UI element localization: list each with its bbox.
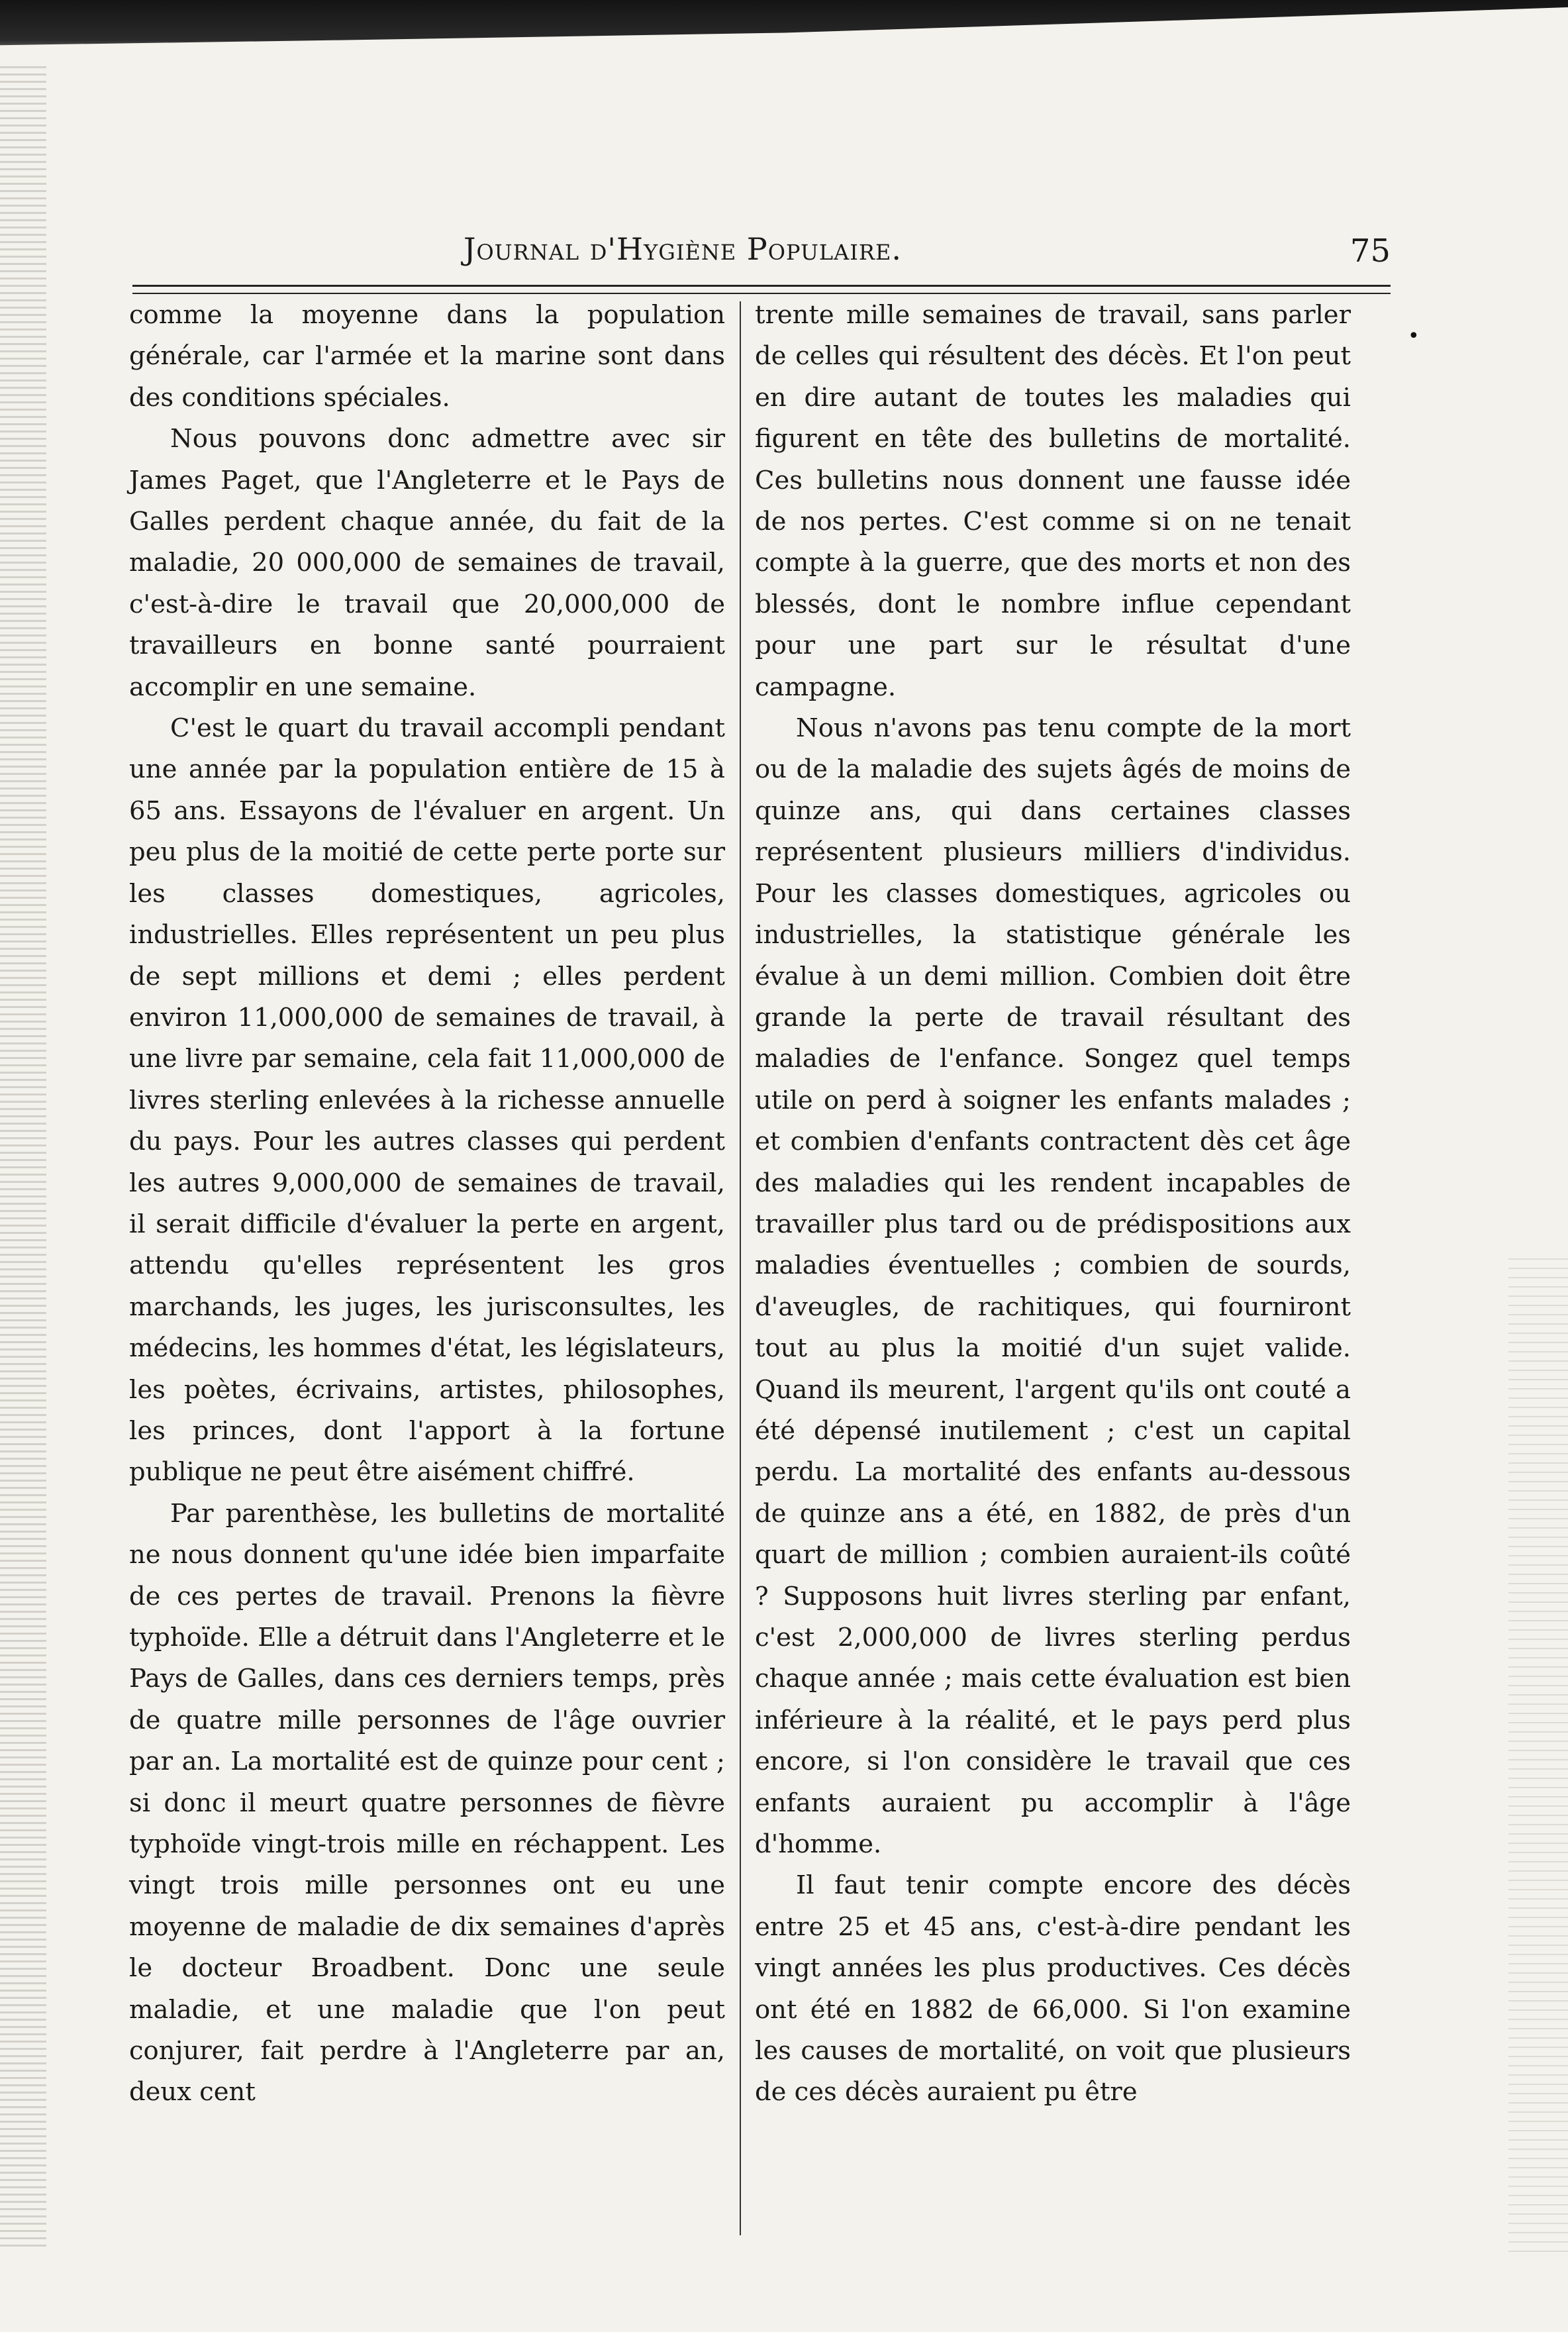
scan-border-left [0,66,46,2252]
paragraph: Nous pouvons donc admettre avec sir James Paget, que l'Angleterre et le Pays de Galles perdent chaque année, du fait de la maladie, 20 000,000 de semaines de travail, c'est-à-dire le travail que 20,000,000 de travailleurs en bonne santé pourraient accomplir en une semaine. [129,424,725,702]
header-rule [132,285,1391,287]
paragraph: Nous n'avons pas tenu compte de la mort ou de la maladie des sujets âgés de moins de quinze ans, qui dans certaines classes représentent plusieurs milliers d'individus. Pour les classes domestiques, agricoles ou industrielles, la statistique générale les évalue à un demi million. Combien doit être grande la perte de travail résultant des maladies de l'enfance. Songez quel temps utile on perd à soigner les enfants malades ; et combien d'enfants contractent dès cet âge des maladies qui les rendent incapables de travailler plus tard ou de prédispositions aux maladies éventuelles ; combien de sourds, d'aveugles, de rachitiques, qui fourniront tout au plus la moitié d'un sujet valide. Quand ils meurent, l'argent qu'ils ont couté a été dépensé inutilement ; c'est un capital perdu. La mortalité des enfants au-dessous de quinze ans a été, en 1882, de près d'un quart de million ; combien auraient-ils coûté ? Supposons huit livres sterling par enfant, c'est 2,000,000 de livres sterling perdus chaque année ; mais cette évaluation est bien inférieure à la réalité, et le pays perd plus encore, si l'on considère le travail que ces enfants auraient pu accomplir à l'âge d'homme. [755,713,1351,1860]
scan-border-top [0,0,1568,73]
paragraph: trente mille semaines de travail, sans parler de celles qui résultent des décès. Et l'on peut en dire autant de toutes les maladies qui figurent en tête des bulletins de mortalité. Ces bulletins nous donnent une fausse idée de nos pertes. C'est comme si on ne tenait compte à la guerre, que des morts et non des blessés, dont le nombre influe cependant pour une part sur le résultat d'une campagne. [755,300,1351,702]
right-column [755,295,1351,2113]
paragraph: Par parenthèse, les bulletins de mortalité ne nous donnent qu'une idée bien imparfaite de ces pertes de travail. Prenons la fièvre typhoïde. Elle a détruit dans l'Angleterre et le Pays de Galles, dans ces derniers temps, près de quatre mille personnes de l'âge ouvrier par an. La mortalité est de quinze pour cent ; si donc il meurt quatre personnes de fièvre typhoïde vingt-trois mille en réchappent. Les vingt trois mille personnes ont eu une moyenne de maladie de dix semaines d'après le docteur Broadbent. Donc une seule maladie, et une maladie que l'on peut conjurer, fait perdre à l'Angleterre par an, deux cent [129,1498,725,2107]
page-number: 75 [1349,232,1391,270]
margin-mark: • [1408,325,1420,348]
scan-border-right [1508,1258,1568,2252]
page-header [132,228,1391,281]
left-column [129,295,725,2113]
column-divider [740,301,741,2235]
header-rule-thin [132,293,1391,294]
running-title: Journal d'Hygiène Populaire. [464,231,903,267]
paragraph: comme la moyenne dans la population générale, car l'armée et la marine sont dans des conditions spéciales. [129,300,725,413]
paragraph: C'est le quart du travail accompli pendant une année par la population entière de 15 à 65 ans. Essayons de l'évaluer en argent. Un peu plus de la moitié de cette perte porte sur les classes domestiques, agricoles, industrielles. Elles représentent un peu plus de sept millions et demi ; elles perdent environ 11,000,000 de semaines de travail, à une livre par semaine, cela fait 11,000,000 de livres sterling enlevées à la richesse annuelle du pays. Pour les autres classes qui perdent les autres 9,000,000 de semaines de travail, il serait difficile d'évaluer la perte en argent, attendu qu'elles représentent les gros marchands, les juges, les jurisconsultes, les médecins, les hommes d'état, les législateurs, les poètes, écrivains, artistes, philosophes, les princes, dont l'apport à la fortune publique ne peut être aisément chiffré. [129,713,725,1488]
paragraph: Il faut tenir compte encore des décès entre 25 et 45 ans, c'est-à-dire pendant les vingt années les plus productives. Ces décès ont été en 1882 de 66,000. Si l'on examine les causes de mortalité, on voit que plusieurs de ces décès auraient pu être [755,1870,1351,2107]
